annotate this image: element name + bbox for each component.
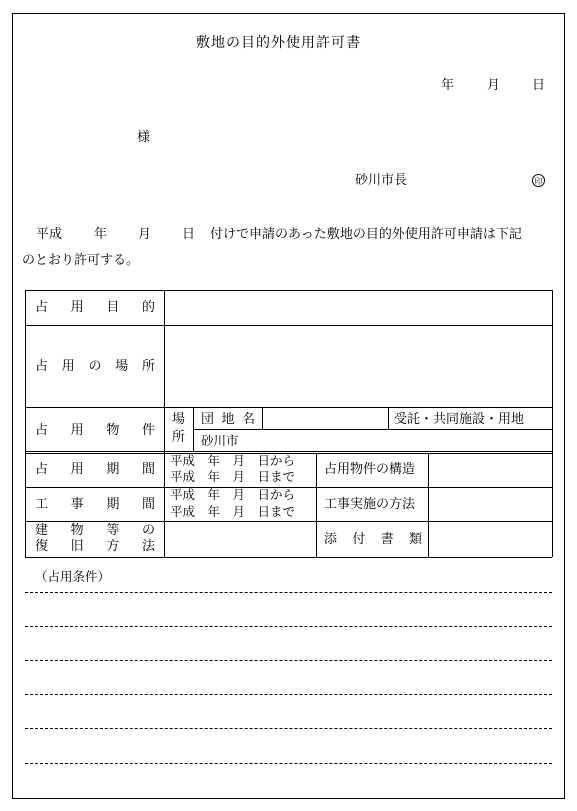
restore-label-line2: 復 旧 方 法 [35,539,155,554]
conditions-line [25,763,552,764]
table-rule [193,429,552,430]
body-era: 平成 [36,227,63,242]
table-rule [25,407,552,408]
table-border-bottom [25,557,552,558]
purpose-label: 占 用 目 的 [35,300,155,315]
table-border-right [552,290,553,557]
table-rule [25,325,552,326]
conditions-line [25,592,552,593]
construction-from: 平成 年 月 日から [170,487,296,502]
place-label-top: 場 [172,412,186,427]
table-rule [193,407,194,451]
seal-mark: 印 [532,174,545,187]
period-from: 平成 年 月 日から [170,453,296,468]
attachments-label: 添 付 書 類 [324,532,422,547]
conditions-line [25,626,552,627]
complex-name-label: 団 地 名 [201,412,255,427]
object-label: 占 用 物 件 [35,423,155,438]
date-year-label: 年 [441,78,455,93]
document-title: 敷地の目的外使用許可書 [196,35,361,51]
conditions-heading: （占用条件） [35,569,111,584]
date-month-label: 月 [487,78,501,93]
structure-label: 占用物件の構造 [324,462,416,477]
table-rule [388,407,389,429]
table-rule [25,451,552,452]
construction-to: 平成 年 月 日まで [170,504,296,519]
issuer-name: 砂川市長 [355,173,408,188]
category-text: 受託・共同施設・用地 [394,412,525,427]
body-year: 年 [94,227,108,242]
conditions-line [25,660,552,661]
date-day-label: 日 [532,78,546,93]
period-to: 平成 年 月 日まで [170,469,296,484]
conditions-line [25,694,552,695]
body-month: 月 [138,227,152,242]
table-rule [25,521,552,522]
table-rule [316,453,317,557]
body-line2-text: のとおり許可する。 [22,253,140,268]
addressee-suffix: 様 [137,130,151,145]
conditions-line [25,728,552,729]
table-border-top [25,290,552,291]
body-line1-text: 付けで申請のあった敷地の目的外使用許可申請は下記 [210,227,522,242]
city-value: 砂川市 [201,433,239,448]
place-label-bottom: 所 [172,430,186,445]
table-border-left [25,290,26,557]
table-label-divider [164,290,165,557]
body-day: 日 [182,227,196,242]
restore-label-line1: 建 物 等 の [35,523,155,538]
construction-method-label: 工事実施の方法 [324,497,416,512]
location-label: 占 用 の 場 所 [35,359,155,374]
construction-period-label: 工 事 期 間 [35,497,155,512]
table-rule [262,407,263,429]
period-label: 占 用 期 間 [35,462,155,477]
table-rule [428,453,429,557]
form-page-border [12,13,565,799]
